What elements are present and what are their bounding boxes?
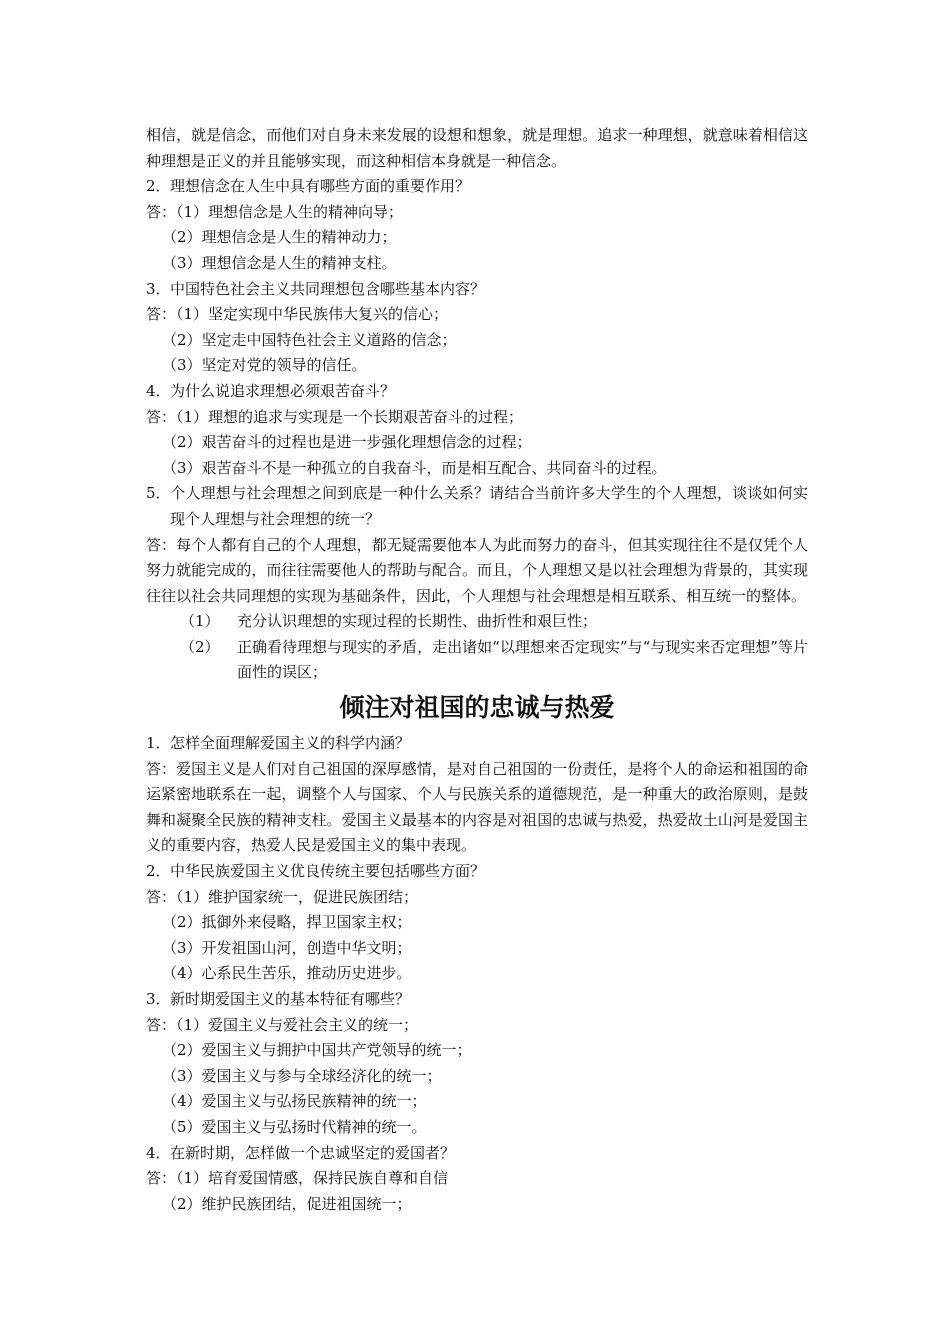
answer-line: 答：（1）爱国主义与爱社会主义的统一； bbox=[146, 1015, 419, 1034]
answer-point bbox=[146, 609, 808, 635]
answer-line: （2）艰苦奋斗的过程也是进一步强化理想信念的过程； bbox=[162, 433, 532, 452]
answer-line: （2）理想信念是人生的精神动力； bbox=[162, 228, 397, 247]
question-number: 3． bbox=[146, 990, 171, 1008]
answer-line: （5）爱国主义与弘扬时代精神的统一。 bbox=[162, 1117, 427, 1136]
answer-line: 答：（1）坚定实现中华民族伟大复兴的信心； bbox=[146, 305, 449, 324]
answer-line: （2）抵御外来侵略，捍卫国家主权； bbox=[162, 913, 412, 932]
question-number: 1． bbox=[146, 734, 171, 753]
point-text: 充分认识理想的实现过程的长期性、曲折性和艰巨性； bbox=[237, 612, 598, 631]
answer-paragraph: 答：每个人都有自己的个人理想，都无疑需要他本人为此而努力的奋斗，但其实现往往不是仅凭个人努力就能完成的，而往往需要他人的帮助与配合。而且，个人理想又是以社会理想为背景的，其实现往往以社会共同理想的实现为基础条件，因此，个人理想与社会理想是相互联系、相互统一的整体。 bbox=[146, 535, 808, 605]
intro-paragraph: 相信，就是信念，而他们对自身未来发展的设想和想象，就是理想。追求一种理想，就意味着相信这种理想是正义的并且能够实现，而这种相信本身就是一种信念。 bbox=[146, 126, 808, 170]
answer-line: （3）理想信念是人生的精神支柱。 bbox=[162, 253, 397, 272]
answer-line: （2）坚定走中国特色社会主义道路的信念； bbox=[162, 330, 457, 349]
question-4 bbox=[146, 1141, 808, 1167]
question-number: 2． bbox=[146, 177, 171, 196]
answer-line: （4）爱国主义与弘扬民族精神的统一； bbox=[162, 1092, 427, 1111]
question-number: 4． bbox=[146, 1143, 171, 1162]
answer-line: （3）艰苦奋斗不是一种孤立的自我奋斗，而是相互配合、共同奋斗的过程。 bbox=[162, 458, 667, 477]
question-2 bbox=[146, 859, 808, 885]
question-text: 个人理想与社会理想之间到底是一种什么关系？请结合当前许多大学生的个人理想，谈谈如何实现个人理想与社会理想的统一？ bbox=[170, 484, 808, 528]
point-label: （2） bbox=[180, 637, 220, 656]
question-text: 为什么说追求理想必须艰苦奋斗？ bbox=[170, 381, 396, 400]
answer-line: （3）爱国主义与参与全球经济化的统一； bbox=[162, 1066, 442, 1085]
answer-line: 答：（1）理想信念是人生的精神向导； bbox=[146, 202, 404, 221]
document-body bbox=[146, 123, 808, 1217]
question-3 bbox=[146, 277, 808, 303]
answer-line: （4）心系民生苦乐，推动历史进步。 bbox=[162, 964, 412, 983]
question-number: 2． bbox=[146, 862, 171, 881]
question-text: 在新时期，怎样做一个忠诚坚定的爱国者？ bbox=[170, 1143, 456, 1162]
question-text: 新时期爱国主义的基本特征有哪些？ bbox=[170, 990, 411, 1008]
answer-line: （3）坚定对党的领导的信任。 bbox=[162, 356, 367, 375]
question-3 bbox=[146, 987, 808, 1013]
answer-line: （2）爱国主义与拥护中国共产党领导的统一； bbox=[162, 1041, 472, 1060]
answer-point bbox=[146, 635, 808, 686]
question-5 bbox=[146, 481, 808, 532]
answer-line: 答：（1）培育爱国情感，保持民族自尊和自信 bbox=[146, 1169, 449, 1188]
question-4 bbox=[146, 379, 808, 405]
question-1 bbox=[146, 731, 808, 757]
question-number: 3． bbox=[146, 279, 171, 298]
answer-line: 答：（1）维护国家统一，促进民族团结； bbox=[146, 887, 419, 906]
question-text: 中华民族爱国主义优良传统主要包括哪些方面？ bbox=[170, 862, 486, 881]
question-2 bbox=[146, 174, 808, 200]
answer-paragraph: 答：爱国主义是人们对自己祖国的深厚感情，是对自己祖国的一份责任，是将个人的命运和祖国的命运紧密地联系在一起，调整个人与国家、个人与民族关系的道德规范，是一种重大的政治原则，是鼓舞和凝聚全民族的精神支柱。爱国主义最基本的内容是对祖国的忠诚与热爱，热爱故土山河是爱国主义的重要内容，热爱人民是爱国主义的集中表现。 bbox=[146, 759, 808, 855]
point-text: 正确看待理想与现实的矛盾，走出诸如“以理想来否定现实”与“与现实来否定理想”等片面性的误区； bbox=[237, 637, 808, 682]
question-text: 怎样全面理解爱国主义的科学内涵？ bbox=[170, 734, 411, 753]
question-number: 4． bbox=[146, 381, 171, 400]
question-text: 理想信念在人生中具有哪些方面的重要作用？ bbox=[170, 177, 471, 196]
question-text: 中国特色社会主义共同理想包含哪些基本内容？ bbox=[170, 279, 486, 298]
answer-line: （3）开发祖国山河，创造中华文明； bbox=[162, 938, 412, 957]
section-title: 倾注对祖国的忠诚与热爱 bbox=[339, 693, 615, 723]
answer-line: （2）维护民族团结，促进祖国统一； bbox=[162, 1194, 412, 1213]
point-label: （1） bbox=[180, 612, 220, 631]
answer-line: 答：（1）理想的追求与实现是一个长期艰苦奋斗的过程； bbox=[146, 407, 524, 426]
question-number: 5． bbox=[146, 484, 171, 503]
